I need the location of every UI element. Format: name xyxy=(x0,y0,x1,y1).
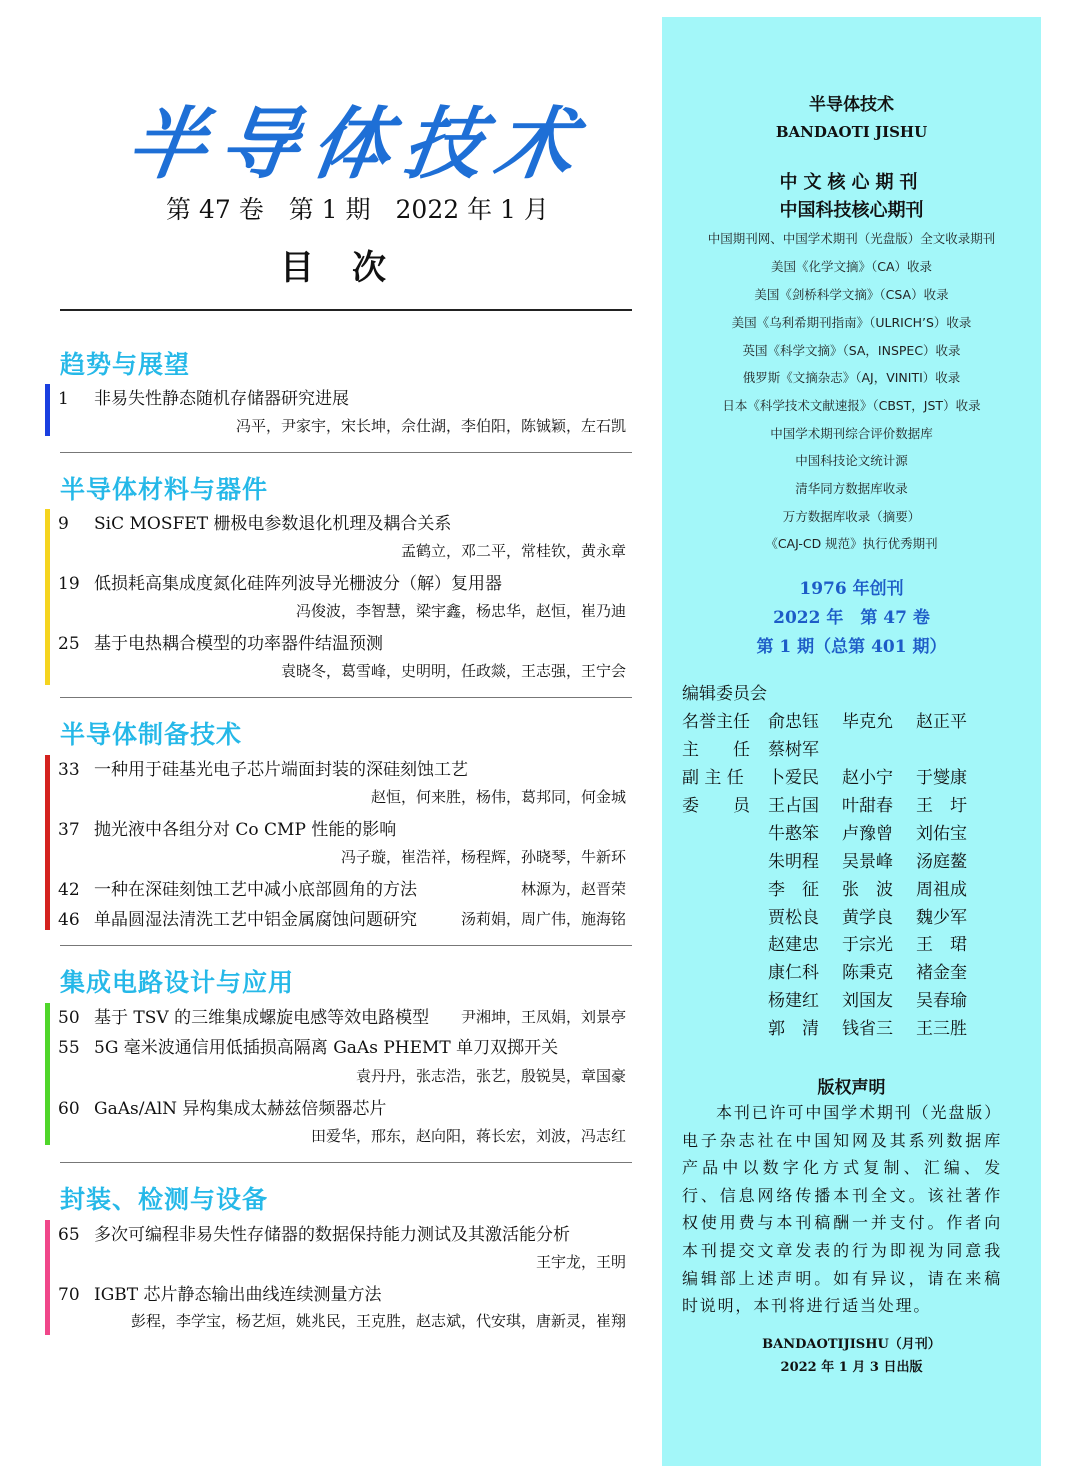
article-entry[interactable] xyxy=(58,905,417,930)
article-authors: 冯子璇，崔浩祥，杨程辉，孙晓琴，牛新环 xyxy=(340,848,626,866)
core-journal-label: 中国科技核心期刊 xyxy=(779,200,924,221)
editorial-member: 牛憨笨 xyxy=(768,824,819,844)
article-page: 9 xyxy=(58,514,69,534)
editorial-member: 钱省三 xyxy=(842,1019,893,1039)
index-line: 俄罗斯《文摘杂志》（AJ，VINITI）收录 xyxy=(742,370,961,385)
editorial-row xyxy=(682,707,990,732)
editorial-member: 卢豫曾 xyxy=(842,824,893,844)
index-line: 《CAJ-CD 规范》执行优秀期刊 xyxy=(765,536,938,551)
article-entry[interactable] xyxy=(58,1220,570,1245)
founded-line: 1976 年创刊 xyxy=(799,579,904,599)
editorial-member: 刘佑宝 xyxy=(916,824,967,844)
editorial-row xyxy=(682,819,990,844)
section-title: 集成电路设计与应用 xyxy=(60,968,295,997)
article-page: 33 xyxy=(58,760,80,780)
core-journal-label: 中文核心期刊 xyxy=(779,172,924,193)
article-title: 多次可编程非易失性存储器的数据保持能力测试及其激活能分析 xyxy=(94,1225,570,1245)
index-line: 美国《剑桥科学文摘》（CSA）收录 xyxy=(754,287,949,302)
panel-journal-title: 半导体技术 xyxy=(809,95,894,115)
section-divider xyxy=(60,945,632,946)
editorial-board-title: 编辑委员会 xyxy=(682,684,767,704)
section-divider xyxy=(60,1162,632,1163)
article-page: 50 xyxy=(58,1008,80,1028)
editorial-row xyxy=(682,903,990,928)
publication-date: 2022 年 1 月 3 日出版 xyxy=(780,1360,923,1375)
editorial-member: 黄学良 xyxy=(842,908,893,928)
panel-journal-pinyin: BANDAOTI JISHU xyxy=(775,123,928,141)
index-line: 中国学术期刊综合评价数据库 xyxy=(770,426,933,441)
article-authors: 孟鹤立，邓二平，常桂钦，黄永章 xyxy=(400,542,626,560)
top-divider xyxy=(60,309,632,311)
editorial-member: 褚金奎 xyxy=(916,963,967,983)
article-page: 1 xyxy=(58,389,69,409)
article-title: SiC MOSFET 栅极电参数退化机理及耦合关系 xyxy=(94,514,452,534)
article-title: 一种用于硅基光电子芯片端面封装的深硅刻蚀工艺 xyxy=(94,760,468,780)
editorial-row xyxy=(682,735,842,760)
publication-code: BANDAOTIJISHU（月刊） xyxy=(762,1337,941,1352)
section-title: 半导体材料与器件 xyxy=(60,475,269,504)
editorial-member: 康仁科 xyxy=(768,963,819,983)
article-page: 55 xyxy=(58,1038,80,1058)
section-divider xyxy=(60,452,632,453)
editorial-member: 赵正平 xyxy=(916,712,967,732)
article-authors: 彭程，李学宝，杨艺烜，姚兆民，王克胜，赵志斌，代安琪，唐新灵，崔翔 xyxy=(130,1312,626,1330)
article-authors: 袁丹丹，张志浩，张艺，殷锐昊，章国豪 xyxy=(355,1067,626,1085)
editorial-row xyxy=(682,875,990,900)
index-line: 英国《科学文摘》（SA，INSPEC）收录 xyxy=(742,343,961,358)
editorial-role: 副 主 任 xyxy=(682,768,744,788)
editorial-member: 叶甜春 xyxy=(842,796,893,816)
editorial-member: 刘国友 xyxy=(842,991,893,1011)
article-title: 基于 TSV 的三维集成螺旋电感等效电路模型 xyxy=(94,1008,430,1028)
section-color-bar xyxy=(45,1220,50,1335)
article-authors: 赵恒，何来胜，杨伟，葛邦同，何金城 xyxy=(370,788,626,806)
editorial-member: 于宗光 xyxy=(842,935,893,955)
article-page: 70 xyxy=(58,1285,80,1305)
editorial-row xyxy=(682,986,990,1011)
editorial-member: 蔡树军 xyxy=(768,740,819,760)
editorial-member: 赵小宁 xyxy=(842,768,893,788)
article-title: 5G 毫米波通信用低插损高隔离 GaAs PHEMT 单刀双掷开关 xyxy=(94,1038,559,1058)
article-authors: 王宇龙，王明 xyxy=(535,1253,626,1271)
contents-title: 目次 xyxy=(280,248,424,288)
article-entry[interactable] xyxy=(58,815,396,840)
article-title: 一种在深硅刻蚀工艺中减小底部圆角的方法 xyxy=(94,880,417,900)
article-page: 19 xyxy=(58,574,80,594)
section-color-bar xyxy=(45,509,50,685)
index-line: 清华同方数据库收录 xyxy=(795,481,908,496)
editorial-row xyxy=(682,958,990,983)
editorial-row xyxy=(682,1014,990,1039)
article-title: GaAs/AlN 异构集成太赫兹倍频器芯片 xyxy=(94,1099,387,1119)
article-title: IGBT 芯片静态输出曲线连续测量方法 xyxy=(94,1285,382,1305)
editorial-member: 吴景峰 xyxy=(842,852,893,872)
article-title: 非易失性静态随机存储器研究进展 xyxy=(94,389,349,409)
article-page: 46 xyxy=(58,910,80,930)
article-entry[interactable] xyxy=(58,1033,558,1058)
article-title: 抛光液中各组分对 Co CMP 性能的影响 xyxy=(94,820,397,840)
index-line: 万方数据库收录（摘要） xyxy=(782,509,921,524)
index-line: 美国《化学文摘》（CA）收录 xyxy=(770,259,933,274)
editorial-member: 李 征 xyxy=(768,880,819,900)
editorial-role: 主 任 xyxy=(682,740,750,760)
editorial-member: 张 波 xyxy=(842,880,893,900)
editorial-member: 毕克允 xyxy=(842,712,893,732)
editorial-member: 汤庭鳌 xyxy=(916,852,967,872)
editorial-member: 朱明程 xyxy=(768,852,819,872)
editorial-row xyxy=(682,791,990,816)
section-divider xyxy=(60,697,632,698)
editorial-member: 俞忠钰 xyxy=(768,712,819,732)
journal-logo: 半导体技术 xyxy=(121,99,595,190)
article-authors: 袁晓冬，葛雪峰，史明明，任政燚，王志强，王宁会 xyxy=(280,662,626,680)
copyright-body: 本刊已许可中国学术期刊（光盘版）电子杂志社在中国知网及其系列数据库产品中以数字化方式复制、汇编、发行、信息网络传播本刊全文。该社著作权使用费与本刊稿酬一并支付。作者向本刊提交文章发表的行为即视为同意我编辑部上述声明。如有异议，请在来稿时说明，本刊将进行适当处理。 xyxy=(682,1103,1002,1316)
section-title: 趋势与展望 xyxy=(60,350,191,379)
editorial-member: 王 圩 xyxy=(916,796,967,816)
index-line: 美国《乌利希期刊指南》（ULRICH’S）收录 xyxy=(731,315,972,330)
article-authors: 尹湘坤，王凤娟，刘景亭 xyxy=(460,1008,626,1026)
issue-line: 第 47 卷 第 1 期 2022 年 1 月 xyxy=(166,195,549,224)
editorial-member: 王 珺 xyxy=(916,935,967,955)
article-title: 低损耗高集成度氮化硅阵列波导光栅波分（解）复用器 xyxy=(94,574,502,594)
article-page: 60 xyxy=(58,1099,80,1119)
article-entry[interactable] xyxy=(58,1280,382,1305)
editorial-member: 魏少军 xyxy=(916,908,967,928)
article-title: 单晶圆湿法清洗工艺中铝金属腐蚀问题研究 xyxy=(94,910,417,930)
article-entry[interactable] xyxy=(58,755,468,780)
editorial-member: 杨建红 xyxy=(768,991,819,1011)
article-entry[interactable] xyxy=(58,1003,429,1028)
editorial-member: 王三胜 xyxy=(916,1019,967,1039)
editorial-member: 郭 清 xyxy=(768,1019,819,1039)
editorial-member: 王占国 xyxy=(768,796,819,816)
index-line: 日本《科学技术文献速报》（CBST，JST）收录 xyxy=(722,398,981,413)
index-line: 中国期刊网、中国学术期刊（光盘版）全文收录期刊 xyxy=(707,231,996,246)
article-authors: 田爱华，邢东，赵向阳，蒋长宏，刘波，冯志红 xyxy=(310,1127,626,1145)
article-page: 65 xyxy=(58,1225,80,1245)
issue-total-line: 第 1 期（总第 401 期） xyxy=(756,637,947,657)
article-authors: 汤莉娟，周广伟，施海铭 xyxy=(460,910,626,928)
article-entry[interactable] xyxy=(58,569,502,594)
article-authors: 冯平，尹家宇，宋长坤，佘仕湖，李伯阳，陈铖颖，左石凯 xyxy=(235,417,626,435)
editorial-member: 卜爱民 xyxy=(768,768,819,788)
section-color-bar xyxy=(45,384,50,436)
section-title: 封装、检测与设备 xyxy=(60,1185,269,1214)
editorial-row xyxy=(682,763,990,788)
article-entry[interactable] xyxy=(58,384,349,409)
article-entry[interactable] xyxy=(58,509,451,534)
editorial-member: 周祖成 xyxy=(916,880,967,900)
editorial-role: 委 员 xyxy=(682,796,750,816)
editorial-member: 贾松良 xyxy=(768,908,819,928)
article-page: 25 xyxy=(58,634,80,654)
section-color-bar xyxy=(45,755,50,930)
article-entry[interactable] xyxy=(58,1094,386,1119)
article-authors: 冯俊波，李智慧，梁宇鑫，杨忠华，赵恒，崔乃迪 xyxy=(295,602,626,620)
copyright-title: 版权声明 xyxy=(817,1078,886,1098)
article-page: 37 xyxy=(58,820,80,840)
volume-line: 2022 年 第 47 卷 xyxy=(773,608,930,628)
article-entry[interactable] xyxy=(58,875,417,900)
editorial-member: 于燮康 xyxy=(916,768,967,788)
article-authors: 林源为，赵晋荣 xyxy=(520,880,626,898)
editorial-member: 吴春瑜 xyxy=(916,991,967,1011)
section-title: 半导体制备技术 xyxy=(60,720,243,749)
editorial-member: 赵建忠 xyxy=(768,935,819,955)
editorial-role: 名誉主任 xyxy=(682,712,750,732)
editorial-row xyxy=(682,930,990,955)
editorial-member: 陈秉克 xyxy=(842,963,893,983)
article-entry[interactable] xyxy=(58,629,383,654)
section-color-bar xyxy=(45,1003,50,1145)
editorial-row xyxy=(682,847,990,872)
article-title: 基于电热耦合模型的功率器件结温预测 xyxy=(94,634,383,654)
index-line: 中国科技论文统计源 xyxy=(795,453,908,468)
article-page: 42 xyxy=(58,880,80,900)
